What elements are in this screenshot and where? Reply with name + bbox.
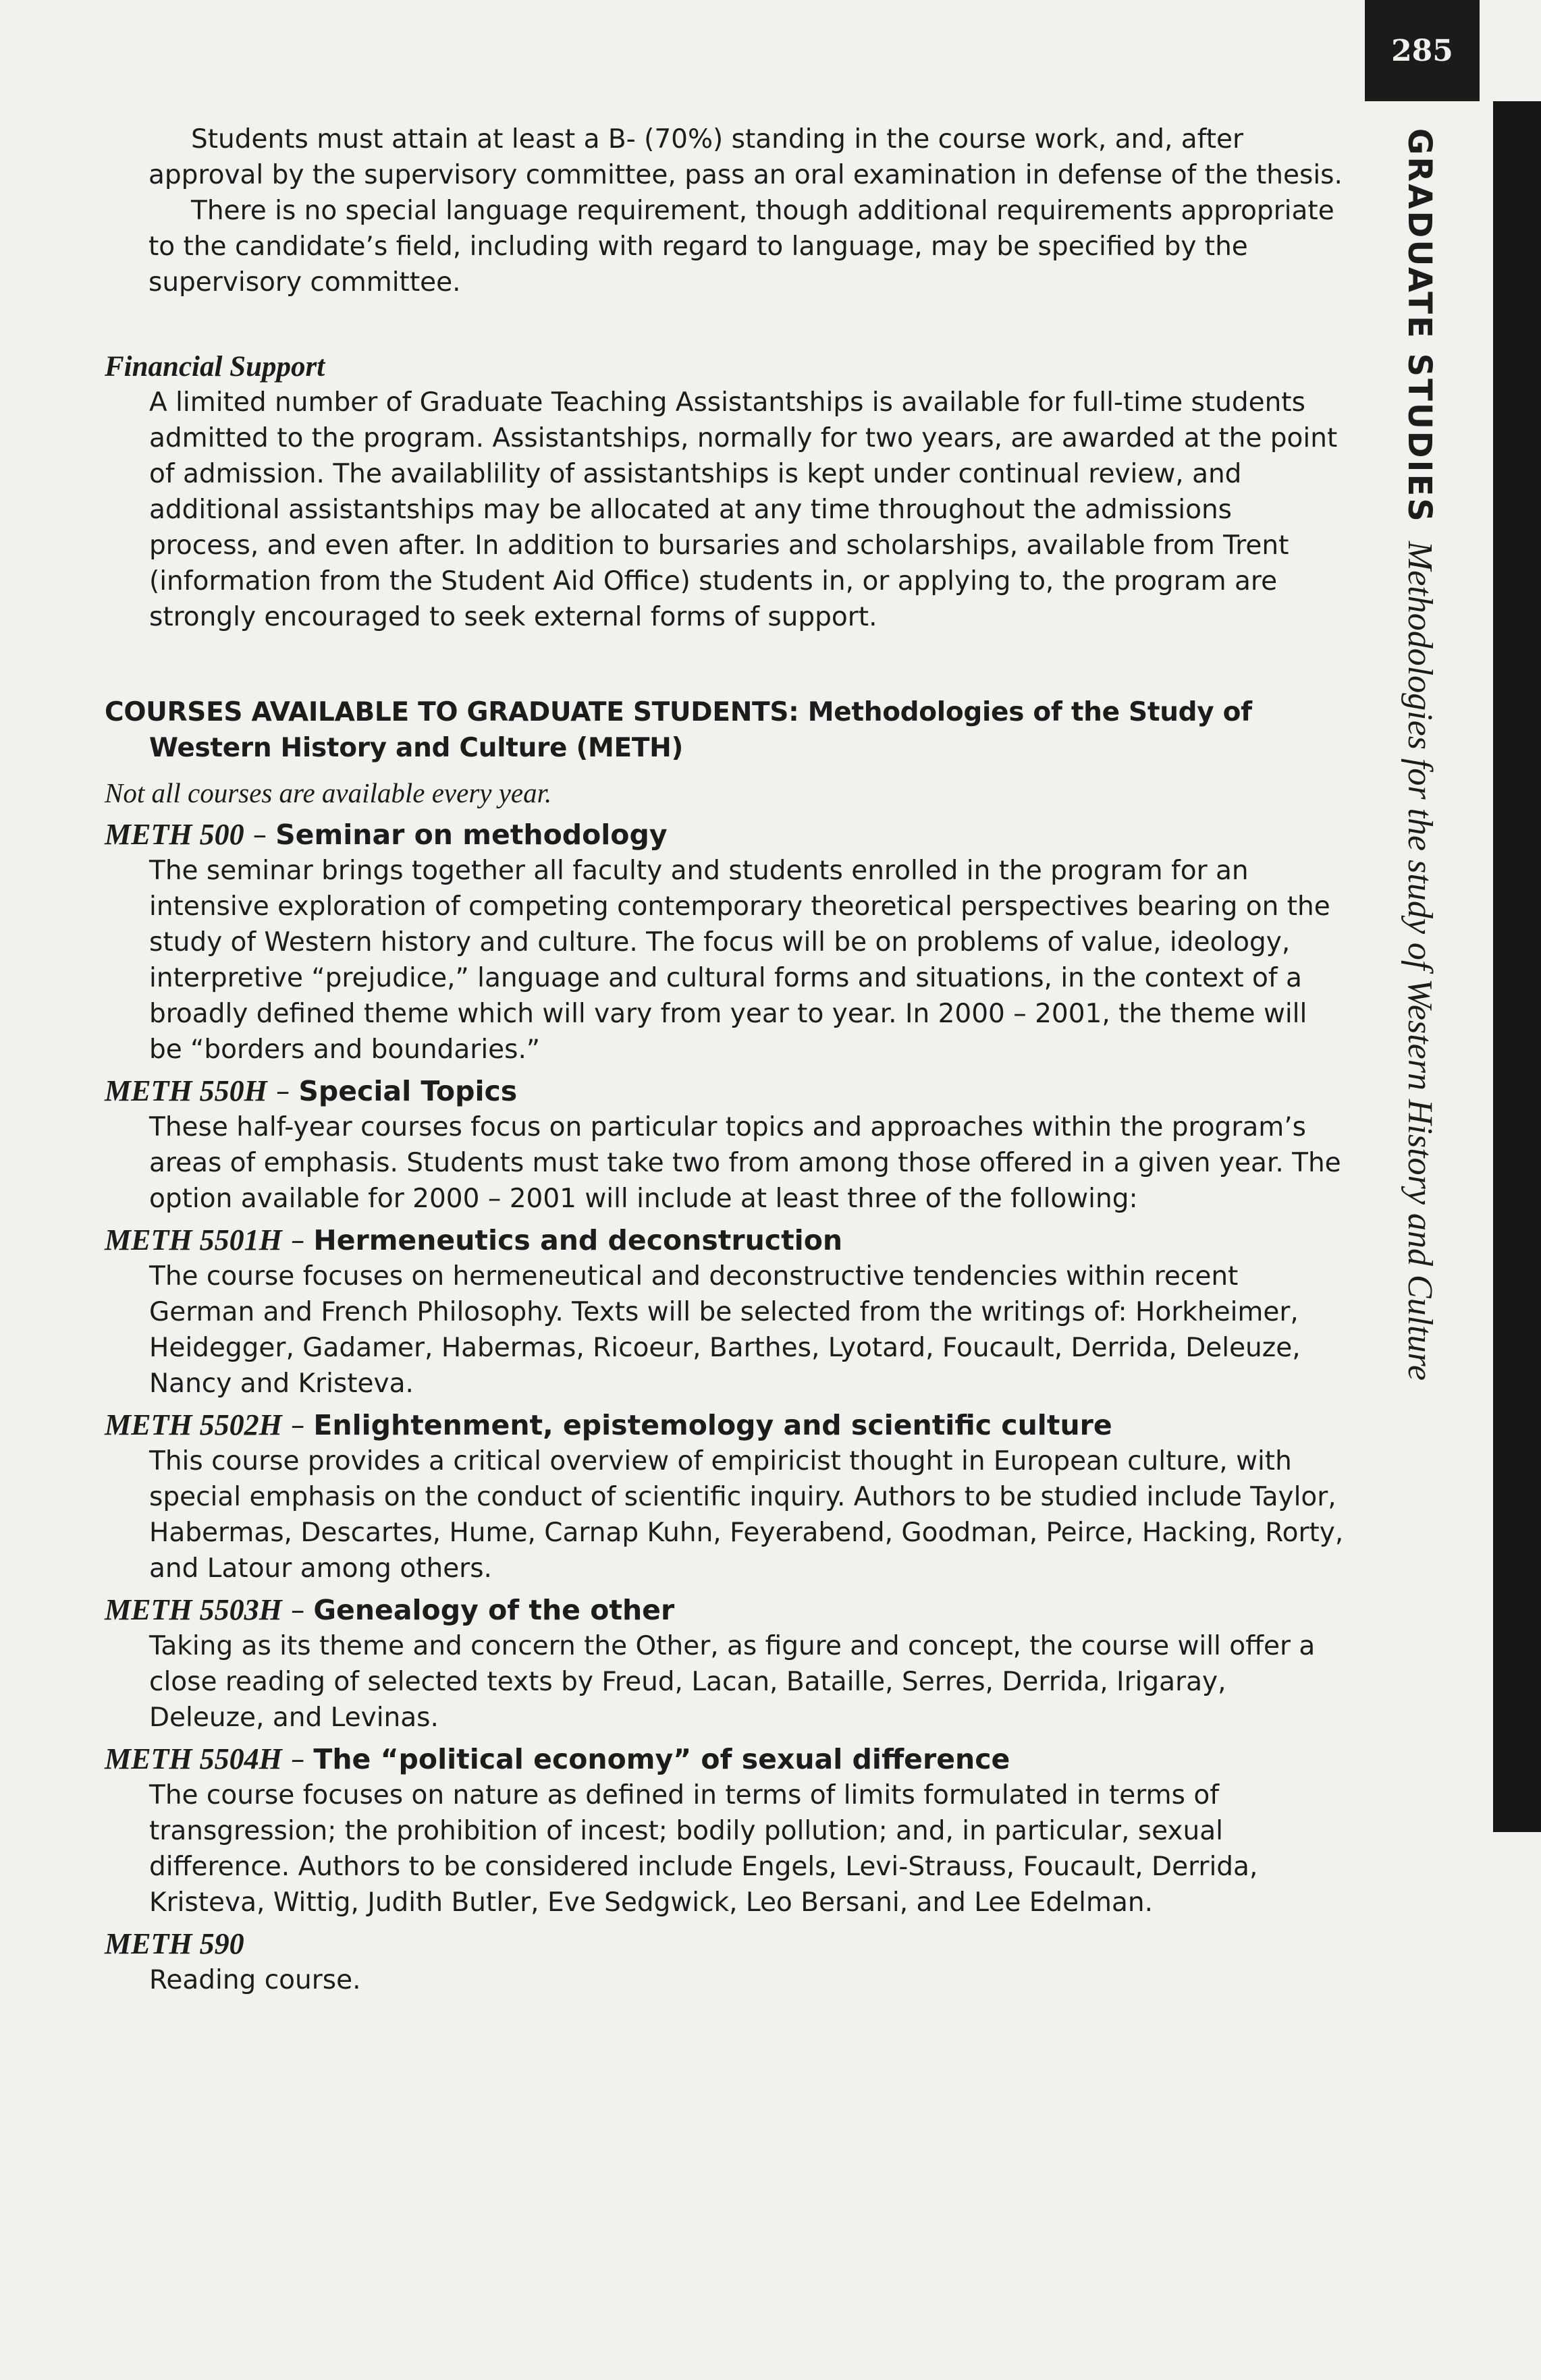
courses-heading: COURSES AVAILABLE TO GRADUATE STUDENTS: Methodologies of the Study of Western History and Culture (METH) bbox=[105, 697, 1252, 763]
course-title: Enlightenment, epistemology and scientific culture bbox=[313, 1409, 1112, 1441]
course-heading: METH 5501H – Hermeneutics and deconstruction bbox=[105, 1223, 843, 1256]
course-code: METH 5502H bbox=[105, 1408, 282, 1441]
financial-support-heading: Financial Support bbox=[105, 351, 325, 383]
course-title: Special Topics bbox=[298, 1075, 518, 1107]
page-number: 285 bbox=[1391, 33, 1453, 68]
course-entry bbox=[105, 1407, 1347, 1586]
course-entry bbox=[105, 1222, 1347, 1402]
course-description: Taking as its theme and concern the Other, as figure and concept, the course will offer a close reading of selected texts by Freud, Lacan, Bataille, Serres, Derrida, Irigaray, Deleuze, and Levinas. bbox=[149, 1631, 1316, 1733]
course-description: The course focuses on nature as defined in terms of limits formulated in terms of transgression; the prohibition of incest; bodily pollution; and, in particular, sexual difference. Authors to be considered include Engels, Levi-Strauss, Foucault, Derrida, Kristeva, Wittig, Judith Butler, Eve Sedgwick, Leo Bersani, and Lee Edelman. bbox=[149, 1780, 1258, 1918]
course-title: The “political economy” of sexual difference bbox=[313, 1743, 1010, 1775]
course-description: The course focuses on hermeneutical and deconstructive tendencies within recent German and French Philosophy. Texts will be selected from the writings of: Horkheimer, Heidegger, Gadamer, Habermas, Ricoeur, Barthes, Lyotard, Foucault, Derrida, Deleuze, Nancy and Kristeva. bbox=[149, 1261, 1301, 1399]
course-entry bbox=[105, 817, 1347, 1068]
course-description: This course provides a critical overview of empiricist thought in European culture, with special emphasis on the conduct of scientific inquiry. Authors to be studied include Taylor, Habermas, Descartes, Hume, Carnap Kuhn, Feyerabend, Goodman, Peirce, Hacking, Rorty, and Latour among others. bbox=[149, 1446, 1344, 1584]
page-number-tab bbox=[1365, 0, 1480, 101]
course-entry bbox=[105, 1741, 1347, 1920]
course-heading: METH 500 – Seminar on methodology bbox=[105, 818, 668, 851]
course-heading bbox=[105, 1926, 1347, 1962]
financial-support-body: A limited number of Graduate Teaching Assistantships is available for full-time students admitted to the program. Assistantships, normally for two years, are awarded at the point of admission. The availablility of assistantships is kept under continual review, and additional assistantships may be allocated at any time throughout the admissions process, and even after. In addition to bursaries and scholarships, available from Trent (information from the Student Aid Office) students in, or applying to, the program are strongly encouraged to seek external forms of support. bbox=[149, 387, 1338, 632]
course-code: METH 500 bbox=[105, 818, 244, 851]
course-code: METH 5503H bbox=[105, 1593, 282, 1626]
intro-paragraph: There is no special language requirement, though additional requirements appropriate to the candidate’s field, including with regard to language, may be specified by the supervisory committee. bbox=[148, 196, 1334, 298]
course-heading: METH 5503H – Genealogy of the other bbox=[105, 1593, 675, 1626]
program-name: Methodologies for the study of Western History and Culture bbox=[1401, 541, 1439, 1381]
course-entry bbox=[105, 1926, 1347, 1998]
course-code: METH 590 bbox=[105, 1927, 244, 1960]
course-entry bbox=[105, 1592, 1347, 1736]
course-entry bbox=[105, 1073, 1347, 1217]
intro-paragraph: Students must attain at least a B- (70%) standing in the course work, and, after approval by the supervisory committee, pass an oral examination in defense of the thesis. bbox=[148, 124, 1343, 190]
running-header-text bbox=[1393, 128, 1446, 1381]
course-heading: METH 5502H – Enlightenment, epistemology and scientific culture bbox=[105, 1408, 1112, 1441]
running-header-vertical bbox=[1390, 128, 1451, 1478]
course-title: Genealogy of the other bbox=[313, 1594, 675, 1626]
course-description: Reading course. bbox=[149, 1965, 361, 1995]
availability-note: Not all courses are available every year. bbox=[105, 777, 552, 808]
course-title: Hermeneutics and deconstruction bbox=[313, 1224, 843, 1256]
course-code: METH 550H bbox=[105, 1074, 267, 1107]
course-code: METH 5504H bbox=[105, 1742, 282, 1775]
section-name: GRADUATE STUDIES bbox=[1401, 128, 1438, 524]
course-heading: METH 550H – Special Topics bbox=[105, 1074, 518, 1107]
course-heading: METH 5504H – The “political economy” of sexual difference bbox=[105, 1742, 1010, 1775]
main-text-column bbox=[105, 121, 1347, 1998]
course-title: Seminar on methodology bbox=[275, 819, 668, 851]
edge-index-bar bbox=[1493, 101, 1541, 1832]
course-description: These half-year courses focus on particular topics and approaches within the program’s areas of emphasis. Students must take two from among those offered in a given year. The option available for 2000 – 2001 will include at least three of the following: bbox=[149, 1112, 1341, 1214]
course-description: The seminar brings together all faculty and students enrolled in the program for an intensive exploration of competing contemporary theoretical perspectives bearing on the study of Western history and culture. The focus will be on problems of value, ideology, interpretive “prejudice,” language and cultural forms and situations, in the context of a broadly defined theme which will vary from year to year. In 2000 – 2001, the theme will be “borders and boundaries.” bbox=[149, 856, 1330, 1065]
course-code: METH 5501H bbox=[105, 1223, 282, 1256]
